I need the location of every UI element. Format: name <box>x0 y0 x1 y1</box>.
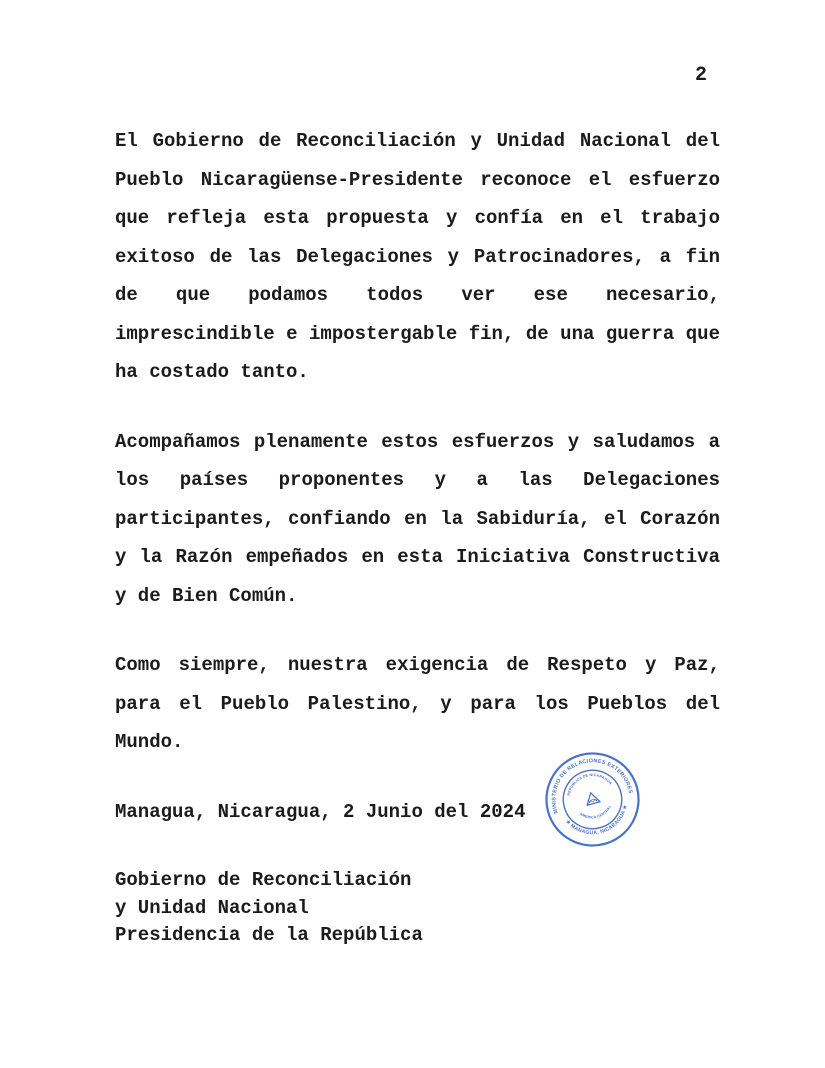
seal-bottom-text: ★ MANAGUA, NICARAGUA ★ <box>564 804 629 837</box>
signature-line-2: y Unidad Nacional <box>115 896 309 919</box>
seal-inner-bottom-text: AMERICA CENTRAL <box>578 804 613 820</box>
signature-line-1: Gobierno de Reconciliación <box>115 869 412 891</box>
paragraph-1: El Gobierno de Reconciliación y Unidad Nacional del Pueblo Nicaragüense-Presidente reconoce el esfuerzo que refleja esta propuesta y confía en el trabajo exitoso de las Delegaciones y Patrocinadores, a fin de que podamos todos ver ese necesario, imprescindible e impostergable fin, de una guerra que ha costado tanto. <box>115 130 720 383</box>
seal-top-text: MINISTERIO DE RELACIONES EXTERIORES <box>551 758 634 815</box>
official-seal-stamp <box>543 750 642 849</box>
page-number: 2 <box>694 64 707 87</box>
paragraph-3: Como siempre, nuestra exigencia de Respeto y Paz, para el Pueblo Palestino, y para los Pueblos del Mundo. <box>115 654 720 753</box>
signature-block <box>115 867 720 950</box>
dateline: Managua, Nicaragua, 2 Junio del 2024 <box>115 800 526 823</box>
seal-inner-top-text: REPUBLICA DE NICARAGUA <box>566 772 613 797</box>
seal-triangle-emblem <box>584 791 600 805</box>
signature-line-3: Presidencia de la República <box>115 924 423 946</box>
paragraph-2: Acompañamos plenamente estos esfuerzos y saludamos a los países proponentes y a las Delegaciones participantes, confiando en la Sabiduría, el Corazón y la Razón empeñados en esta Iniciativa Constructiva y de Bien Común. <box>115 430 720 607</box>
